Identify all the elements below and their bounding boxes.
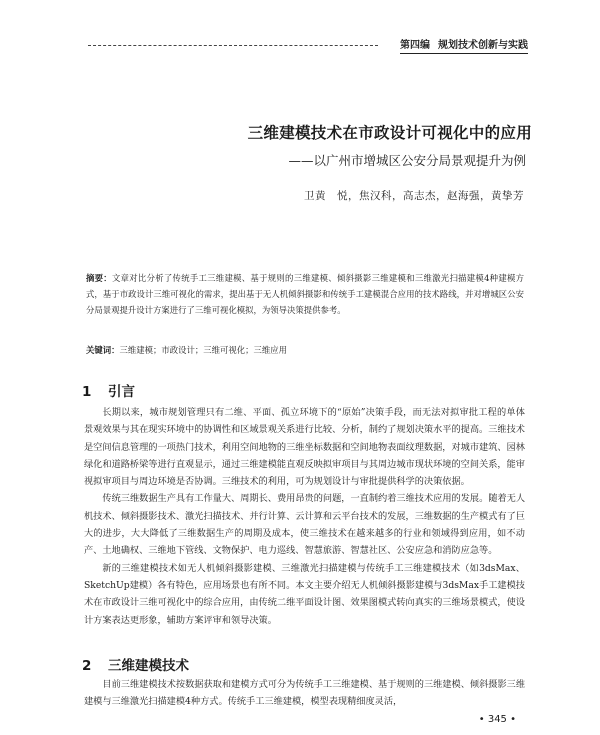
paragraph: 新的三维建模技术如无人机倾斜摄影建模、三维激光扫描建模与传统手工三维建模技术（如3dsMax、SketchUp建模）各有特色，应用场景也有所不同。本文主要介绍无人机倾斜摄影建模与3dsMax手工建模技术在市政设计三维可视化中的综合应用，由传统二维平面设计图、效果图模式转向真实的三维场景模式，使设计方案表达更形象，辅助方案评审和领导决策。 [84,562,525,626]
abstract-text: 文章对比分析了传统手工三维建模、基于规则的三维建模、倾斜摄影三维建模和三维激光扫描建模4种建模方式，基于市政设计三维可视化的需求，提出基于无人机倾斜摄影和传统手工建模混合应用的技术路线，并对增城区公安分局景观提升设计方案进行了三维可视化模拟，为领导决策提供参考。 [86,273,525,315]
section-title: 三维建模技术 [108,658,189,674]
paragraph: 长期以来，城市规划管理只有二维、平面、孤立环境下的“原始”决策手段，而无法对拟审批工程的单体景观效果与其在现实环境中的协调性和区域景观关系进行比较、分析，制约了规划决策水平的提高。三维技术是空间信息管理的一项热门技术，利用空间地物的三维坐标数据和空间地物表面纹理数据，对城市建筑、园林绿化和道路桥梁等进行直观显示，通过三维建模能直观反映拟审项目与其周边城市现状环境的空间关系，能审视拟审项目与周边环境是否协调。三维技术的利用，可为规划设计与审批提供科学的决策依据。 [84,407,525,488]
abstract-label: 摘要： [86,273,112,283]
article-subtitle: ——以广州市增城区公安分局景观提升为例 [288,153,526,168]
section-heading-intro [82,380,135,400]
header-rule [88,45,378,46]
section-title: 引言 [108,384,135,400]
section-body-modeling [84,676,525,711]
section-number: 2 [82,658,92,674]
page-number: • 345 • [478,714,516,725]
running-header [400,36,528,54]
section-number: 1 [82,384,92,400]
header-section: 规划技术创新与实践 [438,40,528,51]
keywords-label: 关键词： [86,345,120,355]
header-part: 第四编 [400,40,430,51]
author-list: 卫黄 悦，焦汉科，高志杰，赵海强，黄挚芳 [304,190,524,202]
article-title: 三维建模技术在市政设计可视化中的应用 [247,124,532,142]
keywords-text: 三维建模；市政设计；三维可视化；三维应用 [119,345,287,355]
section-body-intro [84,404,525,629]
paragraph: 目前三维建模技术按数据获取和建模方式可分为传统手工三维建模、基于规则的三维建模、倾斜摄影三维建模与三维激光扫描建模4种方式。传统手工三维建模，模型表现精细度灵活， [84,679,526,708]
paragraph: 传统三维数据生产具有工作量大、周期长、费用昂贵的问题，一直制约着三维技术应用的发展。随着无人机技术、倾斜摄影技术、激光扫描技术、并行计算、云计算和云平台技术的发展，三维数据的生产模式有了巨大的进步，大大降低了三维数据生产的周期及成本，使三维技术在越来越多的行业和领域得到应用，如不动产、土地确权、三维地下管线、文物保护、电力巡线、智慧旅游、智慧社区、公安应急和消防应急等。 [84,493,526,557]
abstract [86,270,524,318]
keywords [86,343,524,357]
section-heading-modeling [82,654,189,674]
